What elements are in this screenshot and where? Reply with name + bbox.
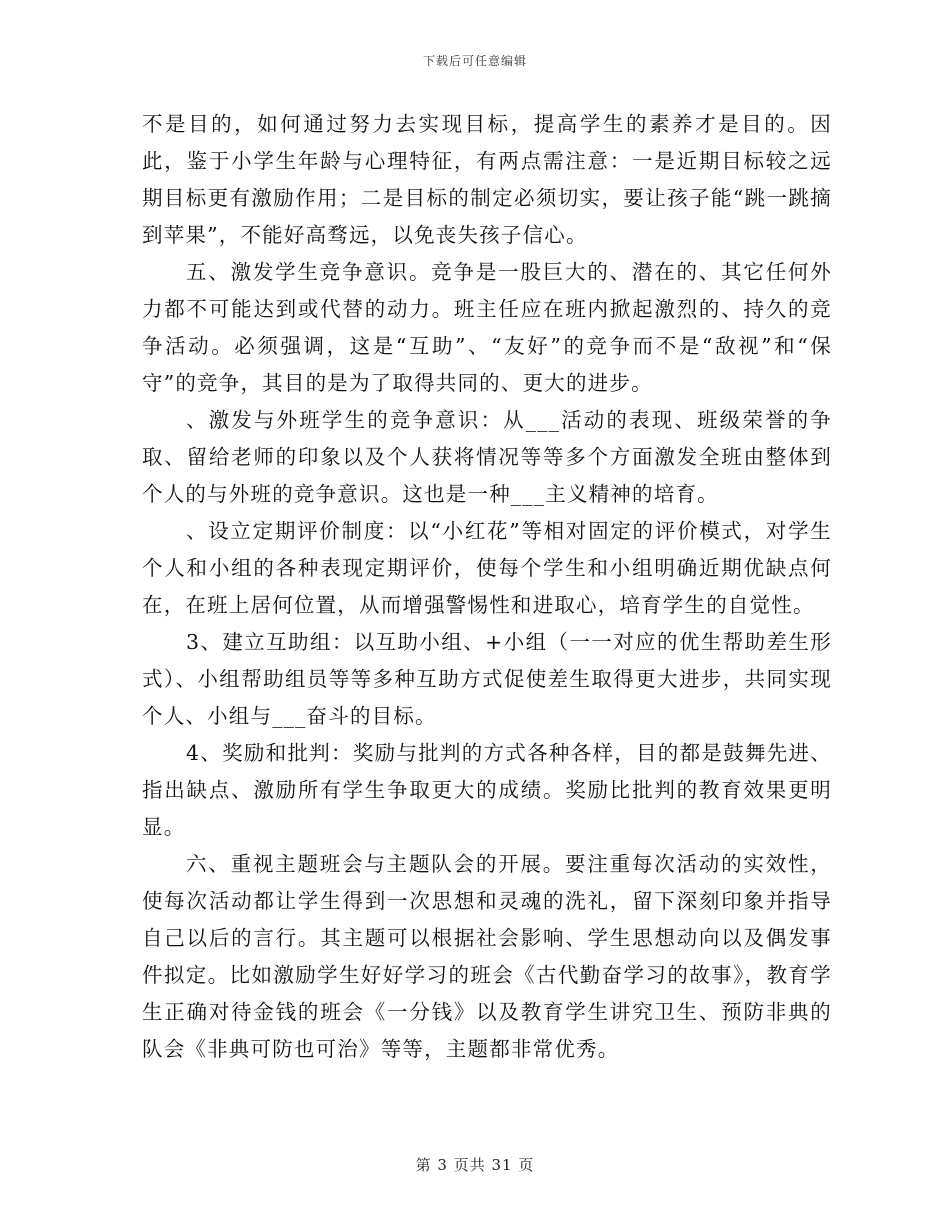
paragraph-interclass-competition: 、激发与外班学生的竞争意识：从___活动的表现、班级荣誉的争取、留给老师的印象以及个人获将情况等等多个方面激发全班由整体到个人的与外班的竞争意识。这也是一种___主义精神的培育。 [142, 408, 832, 506]
document-body [142, 106, 832, 1068]
page-footer: 第 3 页共 31 页 [415, 1156, 535, 1174]
paragraph-reward-criticism: 4、奖励和批判：奖励与批判的方式各种各样，目的都是鼓舞先进、指出缺点、激励所有学生争取更大的成绩。奖励比批判的教育效果更明显。 [142, 741, 832, 839]
paragraph-goal-purpose: 不是目的，如何通过努力去实现目标，提高学生的素养才是目的。因此，鉴于小学生年龄与心理特征，有两点需注意：一是近期目标较之远期目标更有激励作用；二是目标的制定必须切实，要让孩子能“跳一跳摘到苹果”，不能好高骛远，以免丧失孩子信心。 [142, 112, 832, 247]
paragraph-competition-awareness: 五、激发学生竞争意识。竞争是一股巨大的、潜在的、其它任何外力都不可能达到或代替的动力。班主任应在班内掀起激烈的、持久的竞争活动。必须强调，这是“互助”、“友好”的竞争而不是“敌视”和“保守”的竞争，其目的是为了取得共同的、更大的进步。 [142, 260, 832, 395]
page-header: 下载后可任意编辑 [422, 54, 527, 68]
paragraph-theme-meetings: 六、重视主题班会与主题队会的开展。要注重每次活动的实效性，使每次活动都让学生得到一次思想和灵魂的洗礼，留下深刻印象并指导自己以后的言行。其主题可以根据社会影响、学生思想动向以及偶发事件拟定。比如激励学生好好学习的班会《古代勤奋学习的故事》，教育学生正确对待金钱的班会《一分钱》以及教育学生讲究卫生、预防非典的队会《非典可防也可治》等等，主题都非常优秀。 [142, 852, 832, 1061]
paragraph-mutual-help-group: 3、建立互助组：以互助小组、+小组（一一对应的优生帮助差生形式）、小组帮助组员等等多种互助方式促使差生取得更大进步，共同实现个人、小组与___奋斗的目标。 [142, 630, 832, 728]
paragraph-regular-evaluation: 、设立定期评价制度：以“小红花”等相对固定的评价模式，对学生个人和小组的各种表现定期评价，使每个学生和小组明确近期优缺点何在，在班上居何位置，从而增强警惕性和进取心，培育学生的自觉性。 [142, 519, 832, 617]
